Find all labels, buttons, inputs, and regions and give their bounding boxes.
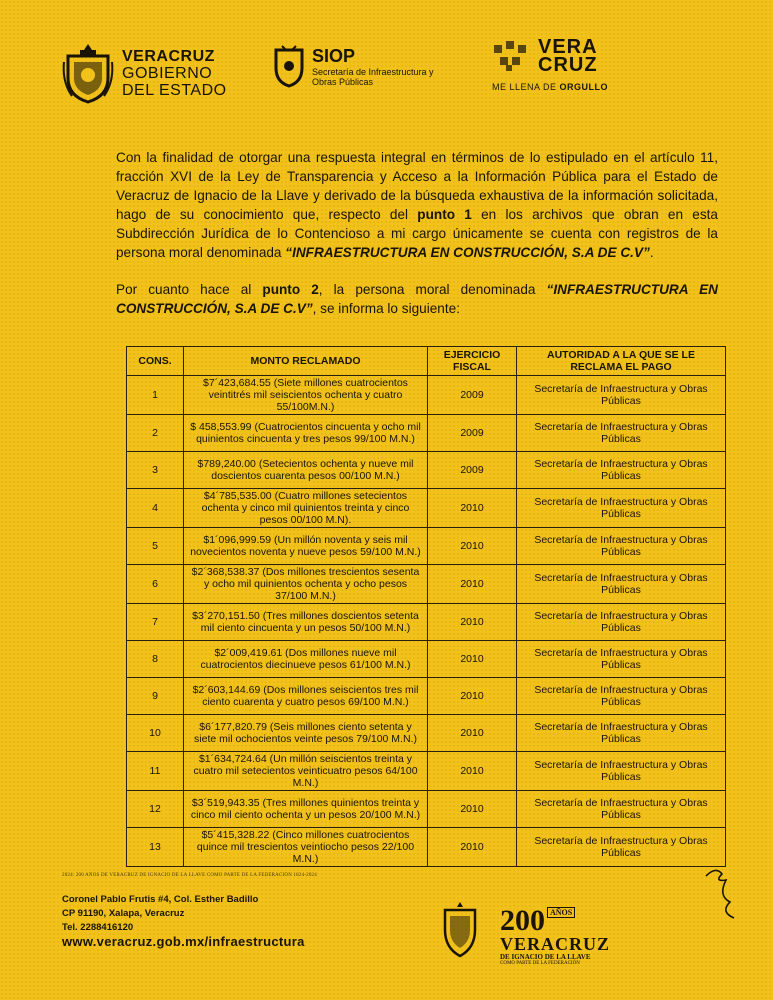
amount-figure: $1´634,724.64 bbox=[198, 753, 267, 765]
veracruz-government-logo bbox=[62, 42, 227, 104]
amount-words: (Setecientos ochenta y nueve mil doscientos cuarenta pesos 00/100 M.N.) bbox=[211, 458, 414, 482]
coat-of-arms-seal-icon bbox=[440, 900, 480, 960]
cell-cons: 4 bbox=[127, 489, 184, 528]
amount-figure: $4´785,535.00 bbox=[203, 490, 272, 502]
amount-words: (Cinco millones cuatrocientos quince mil trescientos veintiocho pesos 22/100 M.N.) bbox=[196, 829, 415, 865]
cell-authority: Secretaría de Infraestructura y Obras Públicas bbox=[517, 715, 726, 752]
claims-table bbox=[126, 346, 726, 867]
cell-amount bbox=[184, 715, 428, 752]
amount-words: (Un millón noventa y seis mil novecientos noventa y nueve pesos 59/100 M.N.) bbox=[190, 534, 421, 558]
amount-figure: $2´603,144.69 bbox=[192, 684, 261, 696]
cell-fiscal-year: 2010 bbox=[428, 528, 517, 565]
letterhead bbox=[62, 38, 762, 118]
cell-fiscal-year: 2010 bbox=[428, 715, 517, 752]
amount-words: (Dos millones trescientos sesenta y ocho mil quinientos ochenta y ocho pesos 37/100 M.N.) bbox=[203, 566, 420, 602]
footer-address bbox=[62, 893, 258, 935]
cell-fiscal-year: 2010 bbox=[428, 791, 517, 828]
veracruz-pattern-icon bbox=[492, 39, 532, 73]
header-fiscal-year: EJERCICIO FISCAL bbox=[428, 347, 517, 376]
cell-amount bbox=[184, 489, 428, 528]
cell-amount bbox=[184, 641, 428, 678]
address-line2: CP 91190, Xalapa, Veracruz bbox=[62, 908, 185, 919]
cell-fiscal-year: 2009 bbox=[428, 415, 517, 452]
anniv-number: 200 bbox=[500, 904, 545, 937]
cell-authority: Secretaría de Infraestructura y Obras Públicas bbox=[517, 678, 726, 715]
state-coat-of-arms-icon bbox=[62, 42, 114, 104]
cell-fiscal-year: 2010 bbox=[428, 604, 517, 641]
amount-figure: $7´423,684.55 bbox=[203, 377, 271, 389]
amount-figure: $ 458,553.99 bbox=[190, 421, 252, 433]
cell-fiscal-year: 2009 bbox=[428, 452, 517, 489]
table-row bbox=[127, 489, 726, 528]
cell-cons: 1 bbox=[127, 376, 184, 415]
veracruz-brand-logo bbox=[492, 38, 608, 92]
cell-amount bbox=[184, 415, 428, 452]
cell-cons: 6 bbox=[127, 565, 184, 604]
table-row bbox=[127, 452, 726, 489]
cell-cons: 11 bbox=[127, 752, 184, 791]
amount-figure: $1´096,999.59 bbox=[203, 534, 272, 546]
table-header-row bbox=[127, 347, 726, 376]
header-authority: AUTORIDAD A LA QUE SE LE RECLAMA EL PAGO bbox=[517, 347, 726, 376]
amount-figure: $3´519,943.35 bbox=[191, 797, 260, 809]
cell-authority: Secretaría de Infraestructura y Obras Públicas bbox=[517, 604, 726, 641]
amount-figure: $5´415,328.22 bbox=[201, 829, 270, 841]
anniv-sub1: DE IGNACIO DE LA LLAVE bbox=[500, 953, 591, 961]
anniv-sub2: COMO PARTE DE LA FEDERACIÓN bbox=[500, 961, 580, 966]
cell-fiscal-year: 2009 bbox=[428, 376, 517, 415]
amount-figure: $789,240.00 bbox=[197, 458, 256, 470]
amount-figure: $3´270,151.50 bbox=[192, 610, 260, 622]
website-url: www.veracruz.gob.mx/infraestructura bbox=[62, 934, 305, 949]
table-row bbox=[127, 604, 726, 641]
point-2-label: punto 2 bbox=[262, 282, 319, 297]
anniv-state: VERACRUZ bbox=[500, 934, 611, 954]
cell-amount bbox=[184, 678, 428, 715]
cell-authority: Secretaría de Infraestructura y Obras Públicas bbox=[517, 828, 726, 867]
siop-logo bbox=[272, 44, 442, 88]
table-row bbox=[127, 715, 726, 752]
table-row bbox=[127, 678, 726, 715]
cell-authority: Secretaría de Infraestructura y Obras Públicas bbox=[517, 452, 726, 489]
amount-words: (Un millón seiscientos treinta y cuatro mil setecientos veinticuatro pesos 64/100 M.N.) bbox=[193, 753, 418, 789]
amount-figure: $2´009,419.61 bbox=[214, 647, 283, 659]
cell-fiscal-year: 2010 bbox=[428, 641, 517, 678]
amount-words: (Cuatrocientos cincuenta y ocho mil quinientos cincuenta y tres pesos 99/100 M.N.) bbox=[196, 421, 421, 445]
amount-figure: $6´177,820.79 bbox=[199, 721, 267, 733]
cell-amount bbox=[184, 604, 428, 641]
cell-amount bbox=[184, 791, 428, 828]
amount-words: (Cuatro millones setecientos ochenta y cinco mil quinientos treinta y cinco pesos 00/100 M.N). bbox=[201, 490, 410, 526]
table-row bbox=[127, 528, 726, 565]
table-row bbox=[127, 752, 726, 791]
company-name-2: “INFRAESTRUCTURA EN CONSTRUCCIÓN, S.A DE C.V” bbox=[116, 282, 718, 316]
veracruz-word-line2: CRUZ bbox=[538, 54, 598, 76]
handwritten-signature-icon bbox=[700, 862, 740, 922]
table-row bbox=[127, 791, 726, 828]
cell-amount bbox=[184, 376, 428, 415]
paragraph-1: Con la finalidad de otorgar una respuesta integral en términos de lo estipulado en el artículo 11, fracción XVI de la Ley de Transparencia y Acceso a la Información Pública para el Estado de Veracruz de Ignacio de la Llave y derivado de la búsqueda exhaustiva de la información solicitada, hago de su conocimiento que, respecto del punto 1 en los archivos que obran en esta Subdirección Jurídica de lo Contencioso a mi cargo únicamente se cuenta con registros de la persona moral denominada “INFRAESTRUCTURA EN CONSTRUCCIÓN, S.A DE C.V”. bbox=[116, 150, 718, 260]
amount-figure: $2´368,538.37 bbox=[191, 566, 260, 578]
phone-number: Tel. 2288416120 bbox=[62, 922, 134, 933]
table-row bbox=[127, 376, 726, 415]
cell-fiscal-year: 2010 bbox=[428, 678, 517, 715]
cell-authority: Secretaría de Infraestructura y Obras Públicas bbox=[517, 641, 726, 678]
cell-amount bbox=[184, 452, 428, 489]
cell-fiscal-year: 2010 bbox=[428, 489, 517, 528]
amount-words: (Dos millones seiscientos tres mil ciento cuarenta y cuatro pesos 69/100 M.N.) bbox=[202, 684, 419, 708]
cell-cons: 5 bbox=[127, 528, 184, 565]
cell-cons: 12 bbox=[127, 791, 184, 828]
header-cons: CONS. bbox=[127, 347, 184, 376]
gov-name-line3: DEL ESTADO bbox=[122, 81, 227, 99]
point-1-label: punto 1 bbox=[417, 207, 472, 222]
cell-cons: 10 bbox=[127, 715, 184, 752]
cell-authority: Secretaría de Infraestructura y Obras Públicas bbox=[517, 415, 726, 452]
cell-authority: Secretaría de Infraestructura y Obras Públicas bbox=[517, 489, 726, 528]
cell-cons: 3 bbox=[127, 452, 184, 489]
cell-authority: Secretaría de Infraestructura y Obras Públicas bbox=[517, 376, 726, 415]
cell-fiscal-year: 2010 bbox=[428, 828, 517, 867]
table-row bbox=[127, 828, 726, 867]
table-row bbox=[127, 415, 726, 452]
amount-words: (Siete millones cuatrocientos veintitrés mil seiscientos ochenta y cuatro 55/100M.N.) bbox=[208, 377, 408, 413]
address-line1: Coronel Pablo Frutis #4, Col. Esther Badillo bbox=[62, 894, 259, 905]
cell-authority: Secretaría de Infraestructura y Obras Públicas bbox=[517, 791, 726, 828]
cell-fiscal-year: 2010 bbox=[428, 565, 517, 604]
siop-title: SIOP bbox=[312, 45, 356, 66]
amount-words: (Tres millones quinientos treinta y cinco mil ciento ochenta y un pesos 20/100 M.N.) bbox=[190, 797, 421, 821]
gov-name-line1: VERACRUZ bbox=[122, 47, 215, 65]
gov-name-line2: GOBIERNO bbox=[122, 64, 213, 82]
cell-cons: 2 bbox=[127, 415, 184, 452]
company-name: “INFRAESTRUCTURA EN CONSTRUCCIÓN, S.A DE C.V” bbox=[285, 245, 650, 260]
cell-amount bbox=[184, 528, 428, 565]
table-row bbox=[127, 565, 726, 604]
cell-authority: Secretaría de Infraestructura y Obras Públicas bbox=[517, 528, 726, 565]
cell-authority: Secretaría de Infraestructura y Obras Públicas bbox=[517, 565, 726, 604]
bicentennial-legend: 2024: 200 AÑOS DE VERACRUZ DE IGNACIO DE LA LLAVE COMO PARTE DE LA FEDERACIÓN 1824-2024 bbox=[62, 873, 317, 878]
brand-tagline: ME LLENA DE ORGULLO bbox=[492, 82, 609, 92]
siop-subtitle: Secretaría de Infraestructura y Obras Públicas bbox=[312, 66, 434, 87]
paragraph-2: Por cuanto hace al punto 2, la persona moral denominada “INFRAESTRUCTURA EN CONSTRUCCIÓN, S.A DE C.V”, se informa lo siguiente: bbox=[116, 282, 718, 316]
cell-fiscal-year: 2010 bbox=[428, 752, 517, 791]
bicentennial-logo bbox=[500, 904, 611, 967]
cell-cons: 8 bbox=[127, 641, 184, 678]
cell-amount bbox=[184, 752, 428, 791]
cell-amount bbox=[184, 828, 428, 867]
cell-cons: 7 bbox=[127, 604, 184, 641]
amount-words: (Seis millones ciento setenta y siete mil ochocientos veinte pesos 79/100 M.N.) bbox=[194, 721, 417, 745]
letter-body bbox=[116, 148, 718, 332]
amount-words: (Dos millones nueve mil cuatrocientos diecinueve pesos 61/100 M.N.) bbox=[200, 647, 411, 671]
cell-cons: 9 bbox=[127, 678, 184, 715]
table-row bbox=[127, 641, 726, 678]
cell-authority: Secretaría de Infraestructura y Obras Públicas bbox=[517, 752, 726, 791]
header-amount: MONTO RECLAMADO bbox=[184, 347, 428, 376]
anniv-word: AÑOS bbox=[547, 907, 575, 918]
cell-amount bbox=[184, 565, 428, 604]
veracruz-word-line1: VERA bbox=[538, 36, 598, 58]
siop-shield-icon bbox=[272, 44, 306, 88]
amount-words: (Tres millones doscientos setenta mil ciento cincuenta y un pesos 50/100 M.N.) bbox=[200, 610, 419, 634]
cell-cons: 13 bbox=[127, 828, 184, 867]
